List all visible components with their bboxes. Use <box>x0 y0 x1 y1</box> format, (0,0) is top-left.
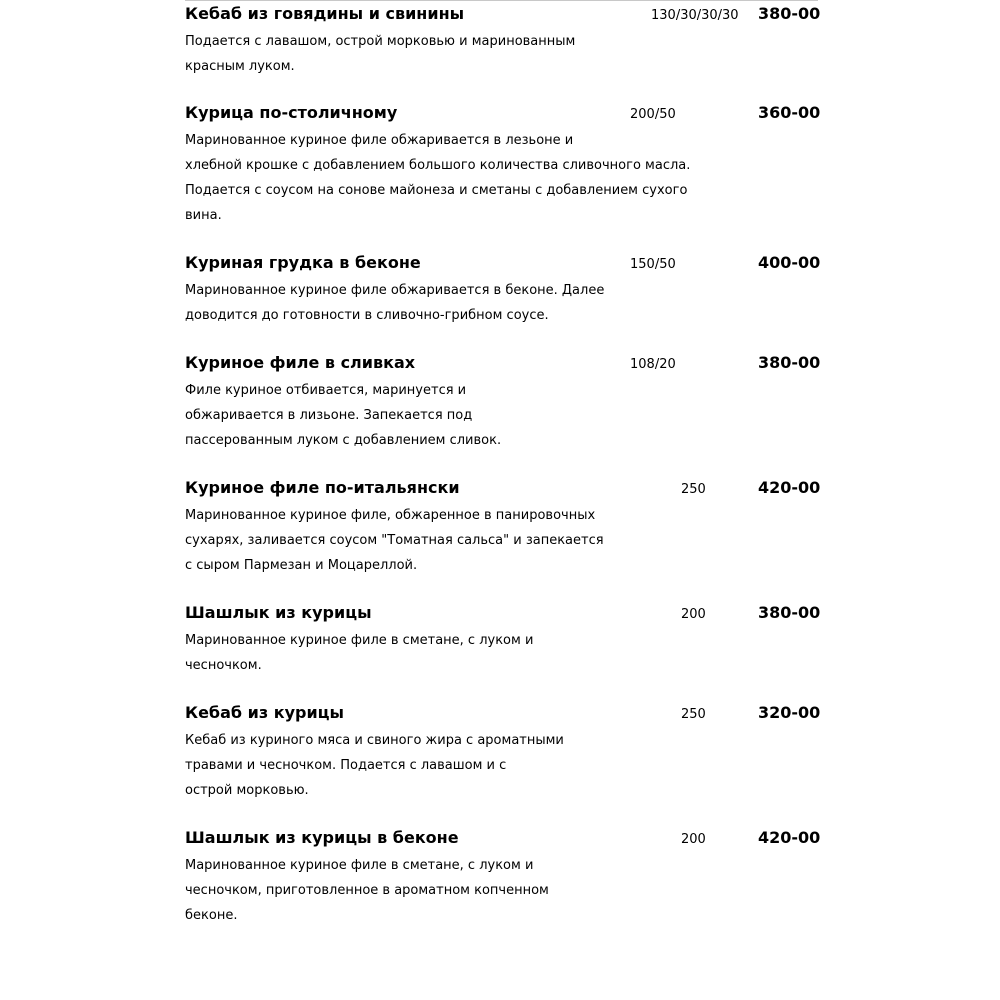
description-line: сухарях, заливается соусом "Томатная сальса" и запекается <box>185 533 604 548</box>
dish-price: 380-00 <box>758 353 821 372</box>
dish-name: Курица по-столичному <box>185 103 398 122</box>
description-line: Филе куриное отбивается, маринуется и <box>185 383 467 398</box>
dish-weight: 130/30/30/30 <box>651 8 739 23</box>
dish-price: 420-00 <box>758 478 821 497</box>
description-line: Маринованное куриное филе обжаривается в беконе. Далее <box>185 283 605 298</box>
dish-weight: 200 <box>681 607 706 622</box>
description-line: Маринованное куриное филе в сметане, с луком и <box>185 858 534 873</box>
dish-weight: 200 <box>681 832 706 847</box>
dish-description <box>185 29 575 79</box>
description-line: вина. <box>185 208 222 223</box>
dish-name: Куриная грудка в беконе <box>185 253 421 272</box>
dish-description <box>185 278 604 328</box>
dish-price: 420-00 <box>758 828 821 847</box>
dish-price: 400-00 <box>758 253 821 272</box>
dish-description <box>185 378 501 453</box>
description-line: Маринованное куриное филе обжаривается в лезьоне и <box>185 133 574 148</box>
description-line: красным луком. <box>185 59 295 74</box>
dish-weight: 150/50 <box>630 257 676 272</box>
dish-name: Шашлык из курицы в беконе <box>185 828 459 847</box>
dish-description <box>185 728 564 803</box>
description-line: обжаривается в лизьоне. Запекается под <box>185 408 473 423</box>
dish-weight: 250 <box>681 482 706 497</box>
dish-price: 320-00 <box>758 703 821 722</box>
dish-price: 380-00 <box>758 603 821 622</box>
description-line: чесночком, приготовленное в ароматном копченном <box>185 883 549 898</box>
dish-price: 360-00 <box>758 103 821 122</box>
dish-weight: 200/50 <box>630 107 676 122</box>
dish-description <box>185 128 690 228</box>
description-line: Маринованное куриное филе, обжаренное в панировочных <box>185 508 596 523</box>
dish-name: Кебаб из говядины и свинины <box>185 4 465 23</box>
dish-weight: 108/20 <box>630 357 676 372</box>
dish-description <box>185 628 533 678</box>
description-line: Кебаб из куриного мяса и свиного жира с ароматными <box>185 733 564 748</box>
dish-name: Шашлык из курицы <box>185 603 372 622</box>
description-line: с сыром Пармезан и Моцареллой. <box>185 558 418 573</box>
dish-name: Кебаб из курицы <box>185 703 344 722</box>
description-line: Маринованное куриное филе в сметане, с луком и <box>185 633 534 648</box>
description-line: чесночком. <box>185 658 262 673</box>
dish-description <box>185 503 604 578</box>
dish-name: Куриное филе по-итальянски <box>185 478 460 497</box>
description-line: Подается с соусом на сонове майонеза и сметаны с добавлением сухого <box>185 183 688 198</box>
dish-weight: 250 <box>681 707 706 722</box>
description-line: острой морковью. <box>185 783 309 798</box>
dish-price: 380-00 <box>758 4 821 23</box>
description-line: пассерованным луком с добавлением сливок. <box>185 433 502 448</box>
description-line: хлебной крошке с добавлением большого количества сливочного масла. <box>185 158 691 173</box>
description-line: Подается с лавашом, острой морковью и маринованным <box>185 34 576 49</box>
dish-description <box>185 853 549 928</box>
description-line: травами и чесночком. Подается с лавашом и с <box>185 758 507 773</box>
description-line: беконе. <box>185 908 238 923</box>
dish-name: Куриное филе в сливках <box>185 353 416 372</box>
description-line: доводится до готовности в сливочно-грибном соусе. <box>185 308 549 323</box>
